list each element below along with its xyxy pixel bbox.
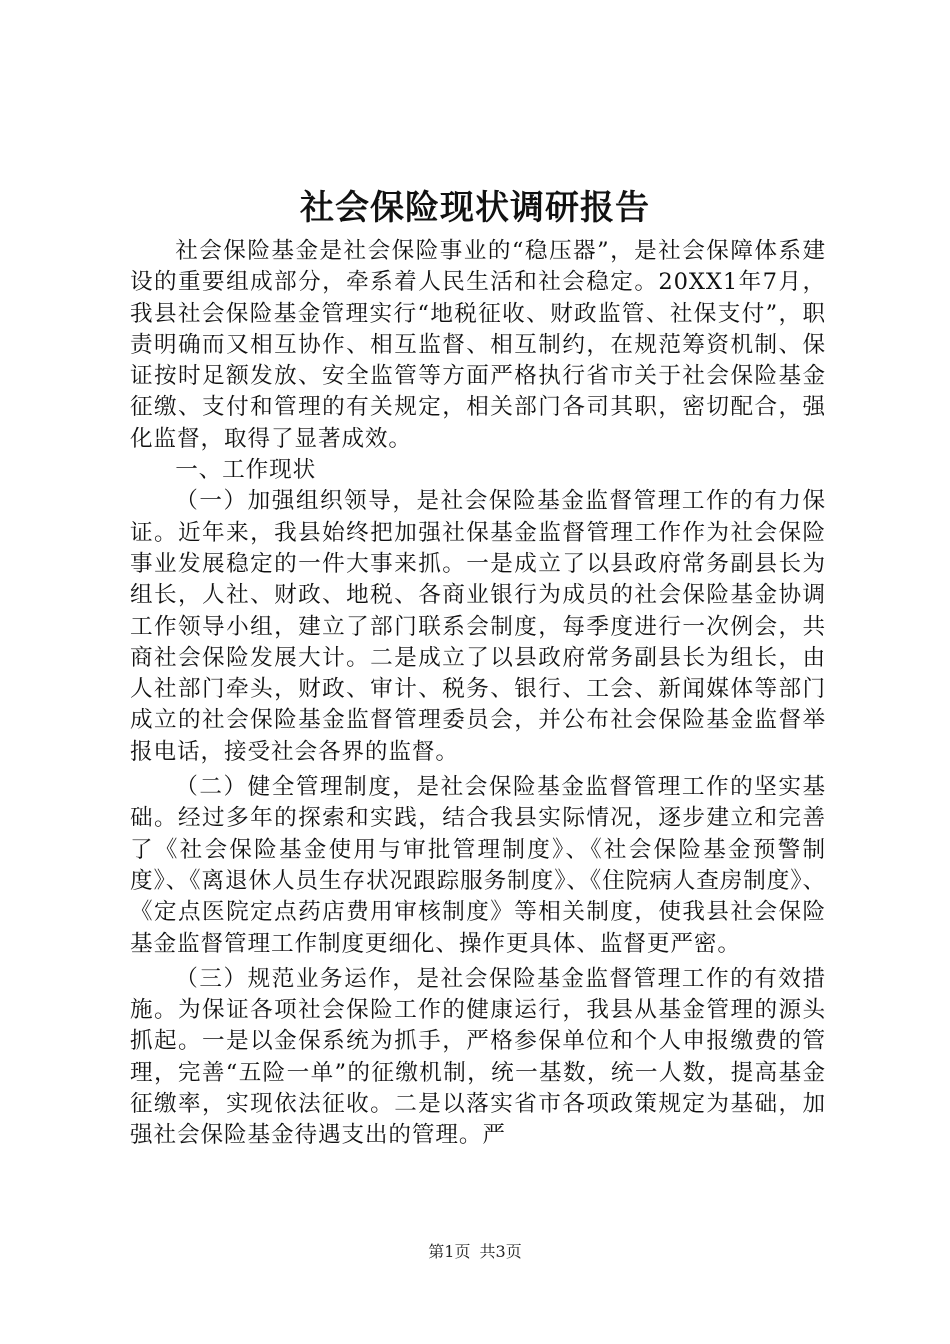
document-body: [130, 236, 826, 1152]
page-number: 第1页: [428, 1242, 471, 1261]
section-heading: 一、工作现状: [175, 457, 317, 484]
document-title: 社会保险现状调研报告: [300, 188, 650, 228]
paragraph-section-1: （一）加强组织领导，是社会保险基金监督管理工作的有力保证。近年来，我县始终把加强社保基金监督管理工作作为社会保险事业发展稳定的一件大事来抓。一是成立了以县政府常务副县长为组长，人社、财政、地税、各商业银行为成员的社会保险基金协调工作领导小组，建立了部门联系会制度，每季度进行一次例会，共商社会保险发展大计。二是成立了以县政府常务副县长为组长，由人社部门牵头，财政、审计、税务、银行、工会、新闻媒体等部门成立的社会保险基金监督管理委员会，并公布社会保险基金监督举报电话，接受社会各界的监督。: [130, 488, 826, 765]
page-footer: [0, 1240, 950, 1264]
page-total: 共3页: [479, 1242, 522, 1261]
paragraph-intro: 社会保险基金是社会保险事业的“稳压器”，是社会保障体系建设的重要组成部分，牵系着人民生活和社会稳定。20XX1年7月，我县社会保险基金管理实行“地税征收、财政监管、社保支付”，职责明确而又相互协作、相互监督、相互制约，在规范筹资机制、保证按时足额发放、安全监管等方面严格执行省市关于社会保险基金征缴、支付和管理的有关规定，相关部门各司其职，密切配合，强化监督，取得了显著成效。: [130, 238, 826, 452]
paragraph-section-3: （三）规范业务运作，是社会保险基金监督管理工作的有效措施。为保证各项社会保险工作的健康运行，我县从基金管理的源头抓起。一是以金保系统为抓手，严格参保单位和个人申报缴费的管理，完善“五险一单”的征缴机制，统一基数，统一人数，提高基金征缴率，实现依法征收。二是以落实省市各项政策规定为基础，加强社会保险基金待遇支出的管理。严: [130, 965, 826, 1149]
paragraph-section-2: （二）健全管理制度，是社会保险基金监督管理工作的坚实基础。经过多年的探索和实践，结合我县实际情况，逐步建立和完善了《社会保险基金使用与审批管理制度》、《社会保险基金预警制度》、《离退休人员生存状况跟踪服务制度》、《住院病人查房制度》、《定点医院定点药店费用审核制度》等相关制度，使我县社会保险基金监督管理工作制度更细化、操作更具体、监督更严密。: [130, 774, 826, 957]
